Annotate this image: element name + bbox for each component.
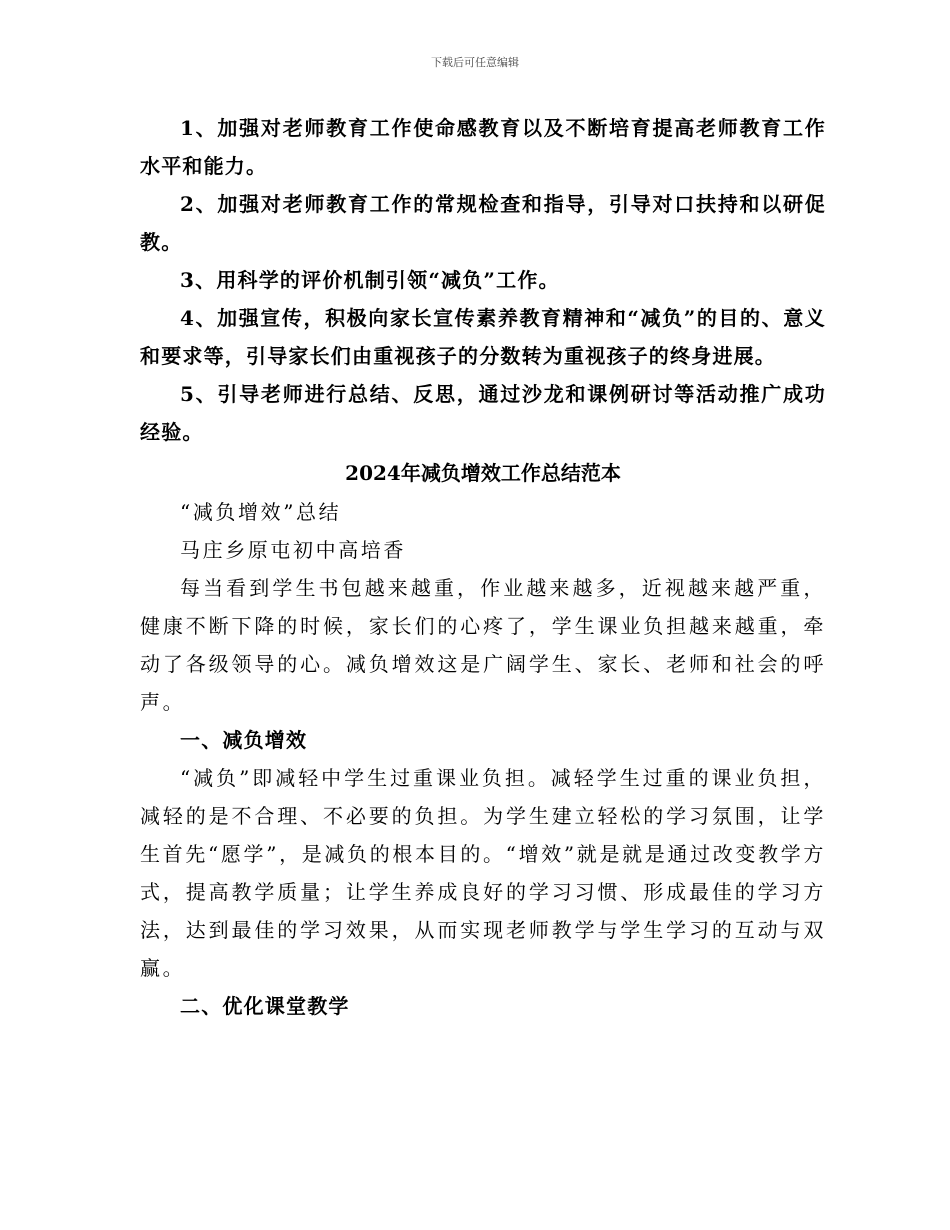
intro-paragraph: 每当看到学生书包越来越重，作业越来越多，近视越来越严重，健康不断下降的时候，家长们的心疼了，学生课业负担越来越重，牵动了各级领导的心。减负增效这是广阔学生、家长、老师和社会的呼声。 bbox=[140, 576, 826, 714]
list-item: 2、加强对老师教育工作的常规检查和指导，引导对口扶持和以研促教。 bbox=[140, 192, 826, 254]
document-title: 2024年减负增效工作总结范本 bbox=[345, 461, 621, 485]
list-item: 4、加强宣传，积极向家长宣传素养教育精神和“减负”的目的、意义和要求等，引导家长们由重视孩子的分数转为重视孩子的终身进展。 bbox=[140, 306, 826, 368]
list-item: 3、用科学的评价机制引领“减负”工作。 bbox=[180, 268, 560, 292]
list-item: 1、加强对老师教育工作使命感教育以及不断培育提高老师教育工作水平和能力。 bbox=[140, 116, 826, 178]
document-author: 马庄乡原屯初中高培香 bbox=[180, 538, 406, 562]
document-subtitle: “减负增效”总结 bbox=[180, 500, 342, 524]
header-note: 下载后可任意编辑 bbox=[431, 56, 519, 69]
section-heading-2: 二、优化课堂教学 bbox=[180, 994, 350, 1018]
section-heading-1: 一、减负增效 bbox=[180, 728, 308, 752]
document-body bbox=[140, 109, 826, 1025]
section-body-1: “减负”即减轻中学生过重课业负担。减轻学生过重的课业负担，减轻的是不合理、不必要的负担。为学生建立轻松的学习氛围，让学生首先“愿学”，是减负的根本目的。“增效”就是就是通过改变教学方式，提高教学质量；让学生养成良好的学习习惯、形成最佳的学习方法，达到最佳的学习效果，从而实现老师教学与学生学习的互动与双赢。 bbox=[140, 766, 826, 980]
list-item: 5、引导老师进行总结、反思，通过沙龙和课例研讨等活动推广成功经验。 bbox=[140, 382, 826, 444]
